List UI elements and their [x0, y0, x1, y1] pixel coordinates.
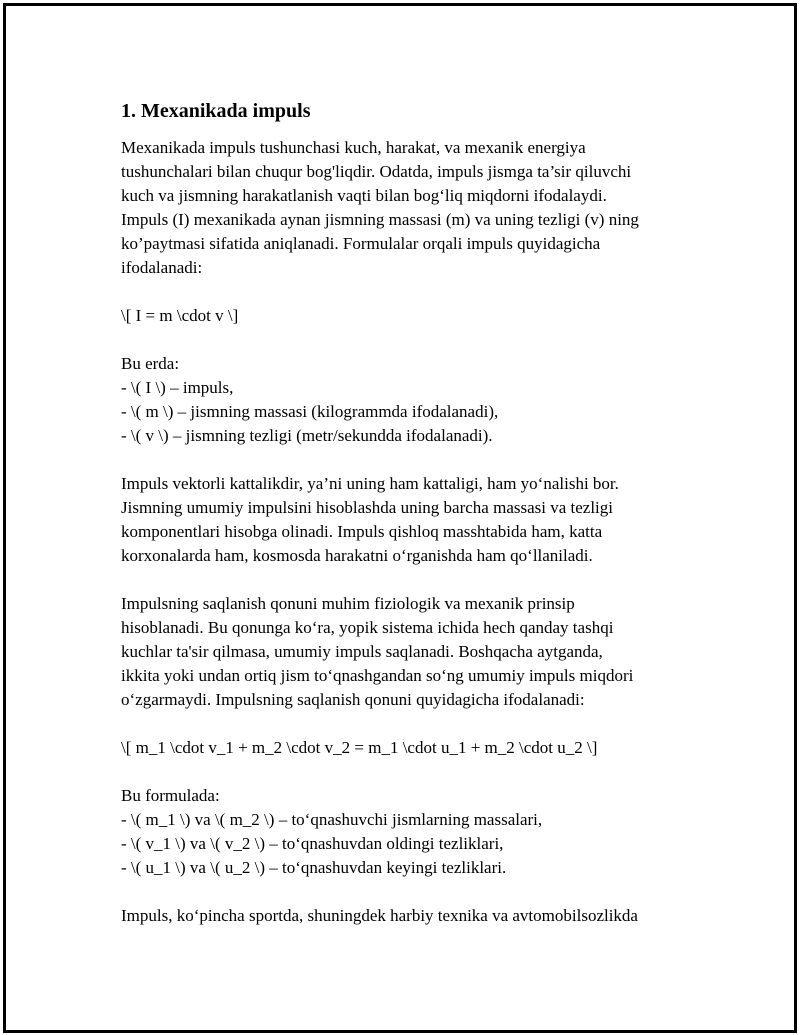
text-line: o‘zgarmaydi. Impulsning saqlanish qonuni quyidagicha ifodalanadi: [121, 690, 585, 709]
blank-line [121, 880, 701, 904]
text-line: Impulsning saqlanish qonuni muhim fiziologik va mexanik prinsip [121, 594, 575, 613]
list-item: - \( v \) – jismning tezligi (metr/sekundda ifodalanadi). [121, 426, 493, 445]
text-line: komponentlari hisobga olinadi. Impuls qishloq masshtabida ham, katta [121, 522, 603, 541]
section-heading: 1. Mexanikada impuls [121, 100, 311, 122]
text-line: hisoblanadi. Bu qonunga ko‘ra, yopik sistema ichida hech qanday tashqi [121, 618, 614, 637]
text-line: ko’paytmasi sifatida aniqlanadi. Formulalar orqali impuls quyidagicha [121, 234, 601, 253]
text-line: Impuls (I) mexanikada aynan jismning massasi (m) va uning tezligi (v) ning [121, 210, 639, 229]
list-item: - \( I \) – impuls, [121, 378, 234, 397]
formula-conservation: \[ m_1 \cdot v_1 + m_2 \cdot v_2 = m_1 \cdot u_1 + m_2 \cdot u_2 \] [121, 738, 598, 757]
text-line: kuch va jismning harakatlanish vaqti bilan bog‘liq miqdorni ifodalaydi. [121, 186, 607, 205]
list-item: - \( m \) – jismning massasi (kilogrammda ifodalanadi), [121, 402, 499, 421]
list-item: - \( v_1 \) va \( v_2 \) – to‘qnashuvdan oldingi tezliklari, [121, 834, 504, 853]
text-line: Jismning umumiy impulsini hisoblashda uning barcha massasi va tezligi [121, 498, 614, 517]
text-line: Impuls, ko‘pincha sportda, shuningdek harbiy texnika va avtomobilsozlikda [121, 906, 638, 925]
text-block [121, 136, 701, 928]
text-line: Bu erda: [121, 354, 180, 373]
text-line: korxonalarda ham, kosmosda harakatni o‘rganishda ham qo‘llaniladi. [121, 546, 593, 565]
blank-line [121, 760, 701, 784]
text-line: Impuls vektorli kattalikdir, ya’ni uning ham kattaligi, ham yo‘nalishi bor. [121, 474, 619, 493]
list-item: - \( u_1 \) va \( u_2 \) – to‘qnashuvdan keyingi tezliklari. [121, 858, 507, 877]
blank-line [121, 328, 701, 352]
list-item: - \( m_1 \) va \( m_2 \) – to‘qnashuvchi jismlarning massalari, [121, 810, 543, 829]
blank-line [121, 712, 701, 736]
text-line: ikkita yoki undan ortiq jism to‘qnashgandan so‘ng umumiy impuls miqdori [121, 666, 634, 685]
blank-line [121, 448, 701, 472]
blank-line [121, 280, 701, 304]
text-line: Mexanikada impuls tushunchasi kuch, harakat, va mexanik energiya [121, 138, 586, 157]
text-line: ifodalanadi: [121, 258, 203, 277]
text-line: kuchlar ta'sir qilmasa, umumiy impuls saqlanadi. Boshqacha aytganda, [121, 642, 603, 661]
formula-impulse: \[ I = m \cdot v \] [121, 306, 239, 325]
text-line: Bu formulada: [121, 786, 220, 805]
document-body [121, 98, 701, 928]
blank-line [121, 568, 701, 592]
page-frame [3, 3, 797, 1033]
text-line: tushunchalari bilan chuqur bog'liqdir. Odatda, impuls jismga ta’sir qiluvchi [121, 162, 632, 181]
